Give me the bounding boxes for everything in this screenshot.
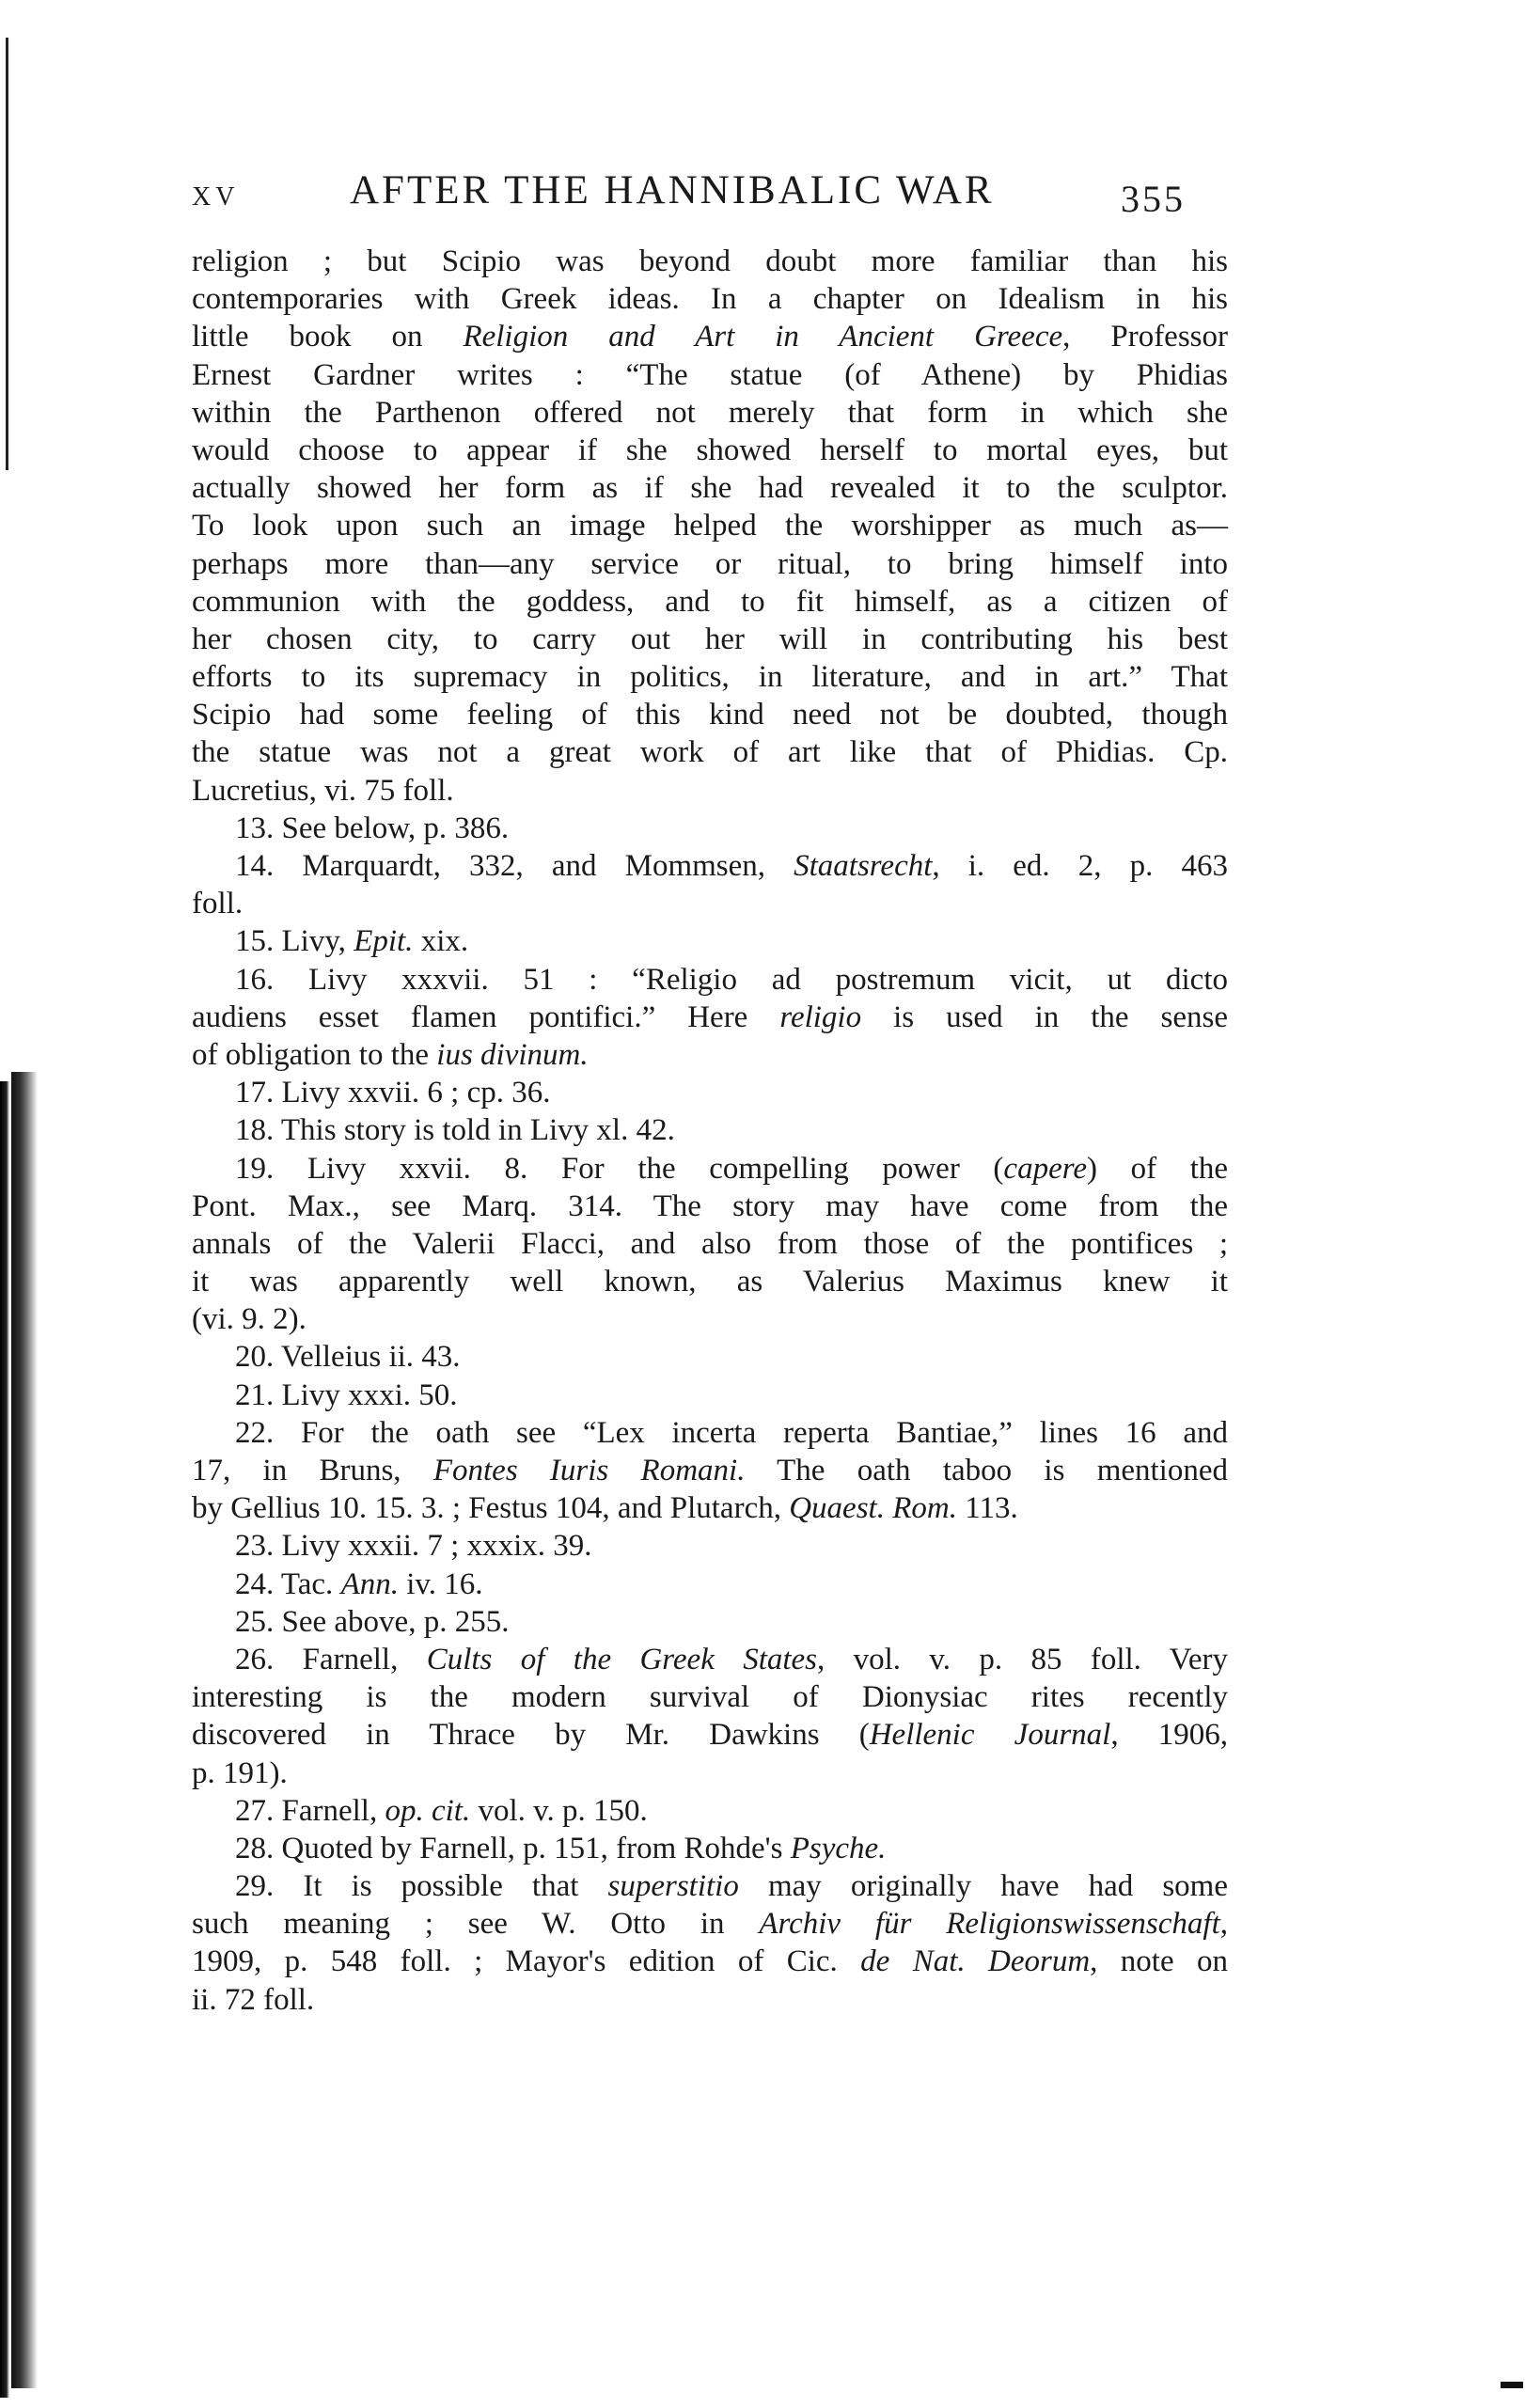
italic-text: Hellenic Journal [869,1718,1111,1753]
text-line [192,243,1228,280]
text-line [192,810,1228,847]
text-line [192,961,1228,999]
text-line [192,1338,1228,1376]
text-run: 25. See above, p. 255. [235,1604,510,1639]
text-run: ) of the [1086,1151,1229,1186]
text-line [192,1867,1228,1905]
italic-text: Archiv für Religionswissenschaft [759,1907,1220,1942]
text-run: Ernest Gardner writes : “The statue (of Athene) by Phidias [192,357,1228,392]
text-line [192,1566,1228,1603]
text-line [192,1377,1228,1414]
text-run: Lucretius, vi. 75 foll. [192,773,454,808]
text-run: 1909, p. 548 foll. ; Mayor's edition of Cic. [192,1944,861,1979]
text-run: , note on [1090,1944,1228,1979]
text-line [192,1755,1228,1792]
text-run: is used in the sense [861,999,1228,1034]
text-run: To look upon such an image helped the worshipper as much as— [192,509,1228,543]
text-run: annals of the Valerii Flacci, and also from those of the pontifices ; [192,1226,1228,1261]
text-line [192,1830,1228,1867]
text-line [192,1981,1228,2019]
italic-text: religio [779,999,862,1034]
text-line [192,1300,1228,1338]
text-run: 17, in Bruns, [192,1454,433,1487]
italic-text: capere [1003,1151,1087,1186]
binding-shadow-dark [0,1081,9,2398]
text-run: 24. Tac. [235,1566,341,1601]
text-line [192,1036,1228,1074]
text-run: discovered in Thrace by Mr. Dawkins ( [192,1718,870,1753]
text-line [192,696,1228,733]
binding-shadow [11,1072,38,2388]
text-run: ii. 72 foll. [192,1982,315,2017]
text-run: , Professor [1062,320,1229,354]
text-line [192,394,1228,432]
text-line [192,280,1228,318]
italic-text: de Nat. Deorum [860,1944,1091,1979]
text-run: , 1906, [1110,1718,1229,1753]
text-line [192,1489,1228,1527]
scan-mark [1501,2382,1523,2388]
text-line [192,1716,1228,1754]
text-run: contemporaries with Greek ideas. In a chapter on Idealism in his [192,282,1228,317]
text-run: , vol. v. p. 85 foll. Very [817,1642,1228,1676]
text-line [192,1603,1228,1641]
text-run: religion ; but Scipio was beyond doubt more familiar than his [192,244,1228,278]
text-run: 14. Marquardt, 332, and Mommsen, [235,849,794,883]
text-run: it was apparently well known, as Valerius Maximus knew it [192,1265,1228,1299]
page-number: 355 [1121,178,1186,220]
text-run: of obligation to the [192,1037,437,1072]
text-line [192,545,1228,583]
text-line [192,885,1228,922]
text-line [192,1414,1228,1452]
text-line [192,1074,1228,1111]
text-run: p. 191). [192,1755,288,1790]
text-line [192,356,1228,394]
text-run: interesting is the modern survival of Dionysiac rites recently [192,1680,1228,1715]
text-run: vol. v. p. 150. [470,1793,648,1828]
text-run: by Gellius 10. 15. 3. ; Festus 104, and Plutarch, [192,1491,790,1526]
text-run: audiens esset flamen pontifici.” Here [192,999,780,1034]
text-line [192,432,1228,469]
text-run: may originally have had some [738,1869,1228,1904]
italic-text: Fontes Iuris Romani. [432,1454,746,1487]
text-line [192,1905,1228,1943]
italic-text: Quaest. Rom. [789,1491,957,1526]
italic-text: superstitio [607,1869,739,1904]
text-run: 17. Livy xxvii. 6 ; cp. 36. [235,1076,551,1110]
text-line [192,1678,1228,1716]
text-run: actually showed her form as if she had revealed it to the sculptor. [192,471,1228,506]
text-run: Pont. Max., see Marq. 314. The story may have come from the [192,1188,1228,1223]
text-run: 19. Livy xxvii. 8. For the compelling power ( [235,1151,1004,1186]
text-line [192,847,1228,885]
text-run: , [1219,1907,1228,1942]
text-run: (vi. 9. 2). [192,1302,307,1337]
text-line [192,1641,1228,1678]
notes-text [192,243,1228,2019]
text-run: 20. Velleius ii. 43. [235,1340,461,1375]
text-line [192,1452,1228,1489]
text-run: her chosen city, to carry out her will in contributing his best [192,622,1228,656]
text-run: would choose to appear if she showed herself to mortal eyes, but [192,433,1228,467]
text-run: 23. Livy xxxii. 7 ; xxxix. 39. [235,1529,592,1564]
text-run: , i. ed. 2, p. 463 [932,849,1228,883]
text-run: 21. Livy xxxi. 50. [235,1377,458,1412]
text-run: 15. Livy, [235,924,354,959]
text-run: The oath taboo is mentioned [745,1454,1228,1487]
text-run: Scipio had some feeling of this kind need not be doubted, though [192,698,1228,732]
text-line [192,1111,1228,1149]
italic-text: Staatsrecht [794,849,933,883]
text-run: little book on [192,320,464,354]
running-title: AFTER THE HANNIBALIC WAR [350,168,995,212]
text-run: 16. Livy xxxvii. 51 : “Religio ad postremum vicit, ut dicto [235,962,1228,997]
italic-text: Cults of the Greek States [426,1642,818,1676]
text-line [192,999,1228,1036]
text-line [192,658,1228,696]
italic-text: Ann. [340,1566,399,1601]
text-run: 13. See below, p. 386. [235,811,510,845]
text-line [192,621,1228,658]
italic-text: ius divinum. [436,1037,589,1072]
text-line [192,1150,1228,1188]
text-run: 22. For the oath see “Lex incerta reperta Bantiae,” lines 16 and [235,1415,1228,1450]
text-line [192,1188,1228,1225]
text-line [192,733,1228,771]
text-line [192,1943,1228,1980]
text-line [192,1527,1228,1565]
text-run: the statue was not a great work of art like that of Phidias. Cp. [192,735,1228,770]
text-run: 28. Quoted by Farnell, p. 151, from Rohde's [235,1831,791,1865]
text-line [192,922,1228,960]
italic-text: op. cit. [385,1793,471,1828]
text-line [192,318,1228,355]
text-run: 113. [956,1491,1018,1526]
text-run: 26. Farnell, [235,1642,427,1676]
text-line [192,1792,1228,1830]
text-line [192,772,1228,810]
italic-text: Epit. [354,924,414,959]
italic-text: Psyche. [790,1831,887,1865]
text-run: foll. [192,887,244,921]
text-line [192,583,1228,621]
text-run: perhaps more than—any service or ritual, to bring himself into [192,546,1228,581]
text-run: efforts to its supremacy in politics, in literature, and in art.” That [192,660,1228,695]
text-run: within the Parthenon offered not merely that form in which she [192,395,1228,430]
text-line [192,469,1228,507]
text-run: 27. Farnell, [235,1793,385,1828]
text-line [192,1263,1228,1300]
chapter-number: XV [192,182,240,212]
text-run: such meaning ; see W. Otto in [192,1907,760,1942]
text-run: xix. [413,924,469,959]
text-line [192,507,1228,544]
text-run: 29. It is possible that [235,1869,608,1904]
text-run: communion with the goddess, and to fit himself, as a citizen of [192,584,1228,619]
italic-text: Religion and Art in Ancient Greece [463,320,1063,354]
text-run: iv. 16. [398,1566,483,1601]
text-line [192,1225,1228,1263]
text-run: 18. This story is told in Livy xl. 42. [235,1113,675,1148]
binding-edge-line [6,38,8,470]
running-header [192,167,1241,224]
